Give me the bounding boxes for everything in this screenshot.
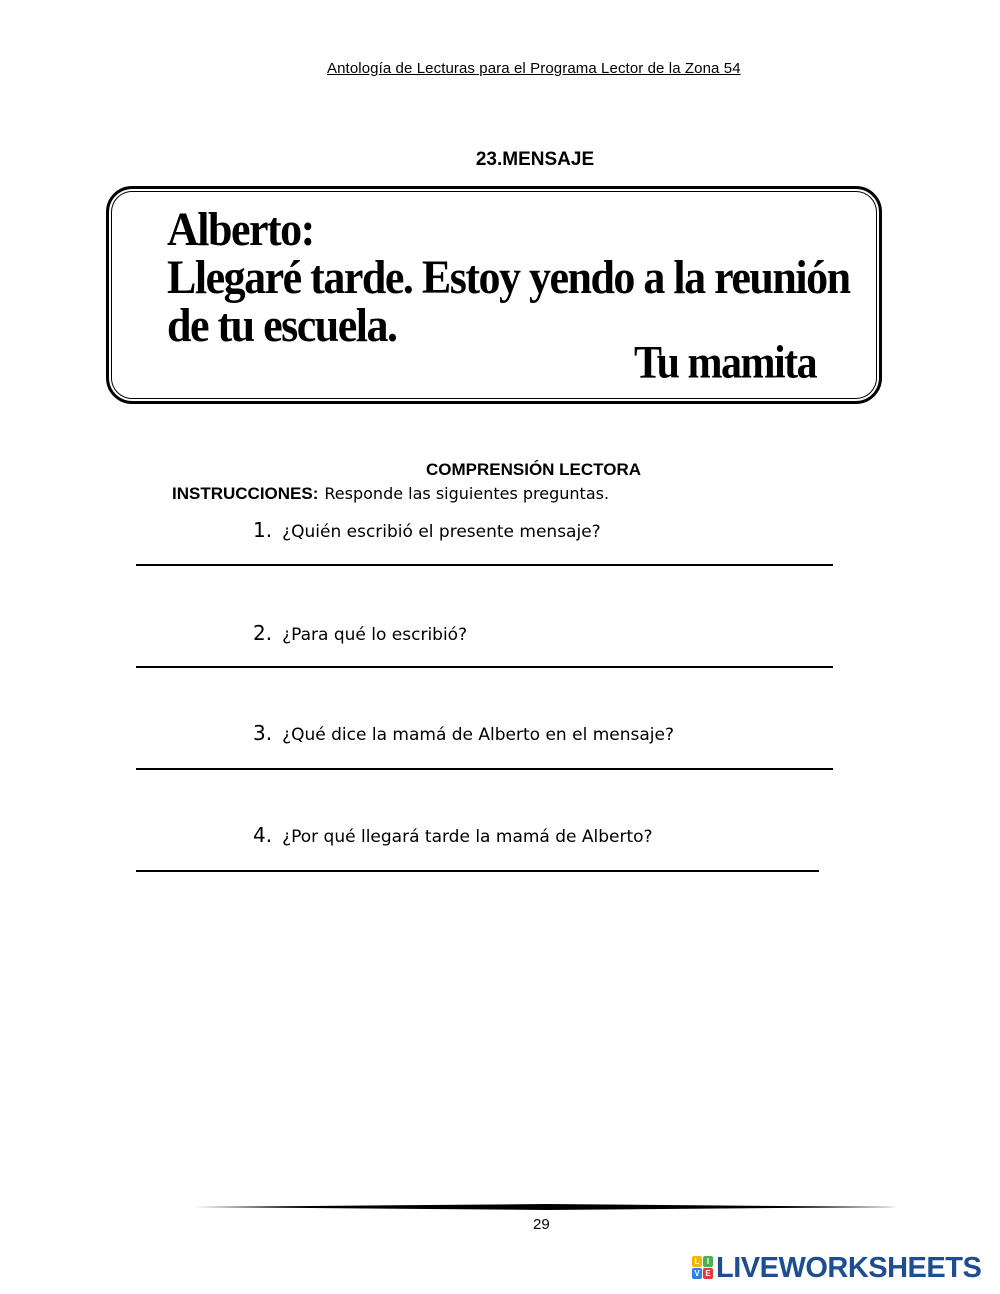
instructions <box>172 484 609 504</box>
instructions-label: INSTRUCCIONES: <box>172 484 319 503</box>
instructions-text: Responde las siguientes preguntas. <box>324 484 610 503</box>
logo-letter-l: L <box>692 1256 702 1267</box>
question-text: ¿Quién escribió el presente mensaje? <box>282 522 601 542</box>
message-salutation: Alberto: <box>167 202 314 256</box>
question-number: 1. <box>253 518 273 542</box>
question-text: ¿Qué dice la mamá de Alberto en el mensaje? <box>282 725 674 745</box>
question-2 <box>253 621 467 645</box>
question-text: ¿Por qué llegará tarde la mamá de Alberto? <box>282 827 653 847</box>
question-text: ¿Para qué lo escribió? <box>282 625 468 645</box>
logo-letter-i: I <box>703 1256 713 1267</box>
liveworksheets-icon <box>692 1256 714 1280</box>
question-number: 3. <box>253 721 273 745</box>
answer-line-2[interactable] <box>136 666 833 668</box>
question-4 <box>253 823 653 847</box>
page-header: Antología de Lecturas para el Programa Lector de la Zona 54 <box>327 60 741 77</box>
liveworksheets-logo[interactable] <box>692 1252 981 1284</box>
page-number: 29 <box>533 1216 550 1233</box>
liveworksheets-wordmark: LIVEWORKSHEETS <box>716 1251 982 1284</box>
question-number: 2. <box>253 621 273 645</box>
comprehension-title: COMPRENSIÓN LECTORA <box>426 460 642 479</box>
question-number: 4. <box>253 823 273 847</box>
message-line: Llegaré tarde. Estoy yendo a la reunión <box>167 250 850 304</box>
question-1 <box>253 518 601 542</box>
logo-letter-e: E <box>703 1268 713 1279</box>
footer-rule <box>194 1204 898 1210</box>
message-box <box>106 186 882 404</box>
message-signature: Tu mamita <box>634 338 817 389</box>
message-line: de tu escuela. <box>167 298 397 352</box>
logo-letter-v: V <box>692 1268 702 1279</box>
answer-line-3[interactable] <box>136 768 833 770</box>
answer-line-1[interactable] <box>136 564 833 566</box>
question-3 <box>253 721 674 745</box>
section-title: 23.MENSAJE <box>475 149 595 170</box>
answer-line-4[interactable] <box>136 870 819 872</box>
